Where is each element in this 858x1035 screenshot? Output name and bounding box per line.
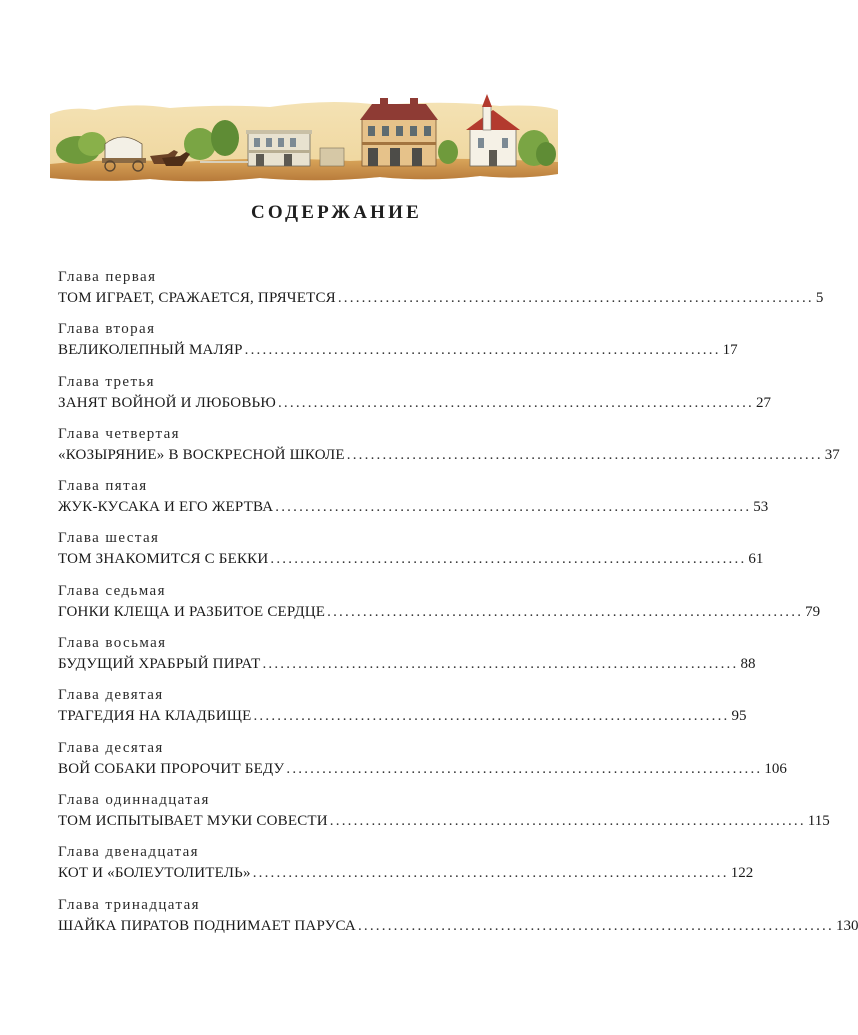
page-number: 5 (815, 290, 824, 306)
page-number: 115 (807, 812, 830, 829)
chapter-number: Глава седьмая (58, 582, 166, 599)
dot-leader: ................................................................................ (252, 865, 729, 882)
chapter-title: ЗАНЯТ ВОЙНОЙ И ЛЮБОВЬЮ (58, 394, 276, 411)
page-number: 53 (753, 499, 769, 516)
chapter-number: Глава девятая (58, 687, 164, 704)
page-number: 61 (748, 551, 764, 568)
toc-entry[interactable] (58, 268, 824, 320)
chapter-title: ЖУК-КУСАКА И ЕГО ЖЕРТВА (58, 499, 274, 516)
town-street-illustration (50, 92, 558, 186)
chapter-title: ТОМ ИСПЫТЫВАЕТ МУКИ СОВЕСТИ (58, 812, 328, 829)
page-number: 27 (755, 394, 771, 411)
page-number: 17 (722, 342, 738, 359)
dot-leader: ................................................................................ (286, 760, 763, 777)
chapter-title: ГОНКИ КЛЕЩА И РАЗБИТОЕ СЕРДЦЕ (58, 603, 326, 620)
chapter-title: ТОМ ЗНАКОМИТСЯ С БЕККИ (58, 551, 269, 568)
dot-leader: ................................................................................ (270, 551, 747, 568)
chapter-number: Глава шестая (58, 530, 160, 547)
toc-entry[interactable] (58, 373, 771, 425)
dot-leader: ................................................................................ (262, 656, 739, 673)
table-of-contents (58, 268, 858, 948)
toc-entry[interactable] (58, 843, 754, 895)
chapter-title: ШАЙКА ПИРАТОВ ПОДНИМАЕТ ПАРУСА (58, 917, 356, 934)
chapter-number: Глава двенадцатая (58, 844, 199, 861)
chapter-number: Глава пятая (58, 478, 148, 495)
chapter-title: КОТ И «БОЛЕУТОЛИТЕЛЬ» (58, 865, 251, 882)
chapter-number: Глава вторая (58, 321, 156, 338)
page-number: 106 (764, 760, 787, 777)
chapter-number: Глава третья (58, 373, 155, 390)
chapter-title: БУДУЩИЙ ХРАБРЫЙ ПИРАТ (58, 656, 261, 673)
contents-heading: СОДЕРЖАНИЕ (251, 202, 422, 223)
chapter-number: Глава десятая (58, 739, 164, 756)
dot-leader: ................................................................................ (329, 812, 806, 829)
dot-leader: ................................................................................ (327, 603, 804, 620)
toc-entry[interactable] (58, 896, 858, 948)
dot-leader: ................................................................................ (357, 917, 834, 934)
chapter-number: Глава одиннадцатая (58, 791, 210, 808)
dot-leader: ................................................................................ (337, 290, 814, 306)
chapter-title: ТРАГЕДИЯ НА КЛАДБИЩЕ (58, 708, 252, 725)
chapter-title: ВОЙ СОБАКИ ПРОРОЧИТ БЕДУ (58, 760, 285, 777)
dot-leader: ................................................................................ (275, 499, 752, 516)
page-number: 95 (731, 708, 747, 725)
chapter-title: ТОМ ИГРАЕТ, СРАЖАЕТСЯ, ПРЯЧЕТСЯ (58, 290, 336, 306)
page-number: 79 (805, 603, 821, 620)
page-number: 88 (740, 656, 756, 673)
chapter-number: Глава восьмая (58, 635, 167, 652)
chapter-number: Глава тринадцатая (58, 896, 200, 913)
dot-leader: ................................................................................ (244, 342, 721, 359)
toc-entry[interactable] (58, 529, 764, 581)
toc-entry[interactable] (58, 791, 830, 843)
toc-entry[interactable] (58, 582, 821, 634)
chapter-title: ВЕЛИКОЛЕПНЫЙ МАЛЯР (58, 342, 243, 359)
chapter-title: «КОЗЫРЯНИЕ» В ВОСКРЕСНОЙ ШКОЛЕ (58, 446, 345, 463)
dot-leader: ................................................................................ (253, 708, 730, 725)
chapter-number: Глава первая (58, 269, 157, 285)
toc-entry[interactable] (58, 739, 787, 791)
page-number: 122 (730, 865, 754, 882)
toc-entry[interactable] (58, 320, 738, 372)
chapter-number: Глава четвертая (58, 425, 180, 442)
dot-leader: ................................................................................ (277, 394, 754, 411)
toc-entry[interactable] (58, 634, 756, 686)
page-number: 130 (835, 917, 858, 934)
toc-entry[interactable] (58, 477, 769, 529)
page-number: 37 (824, 446, 840, 463)
dot-leader: ................................................................................ (346, 446, 823, 463)
toc-entry[interactable] (58, 686, 747, 738)
toc-entry[interactable] (58, 425, 840, 477)
